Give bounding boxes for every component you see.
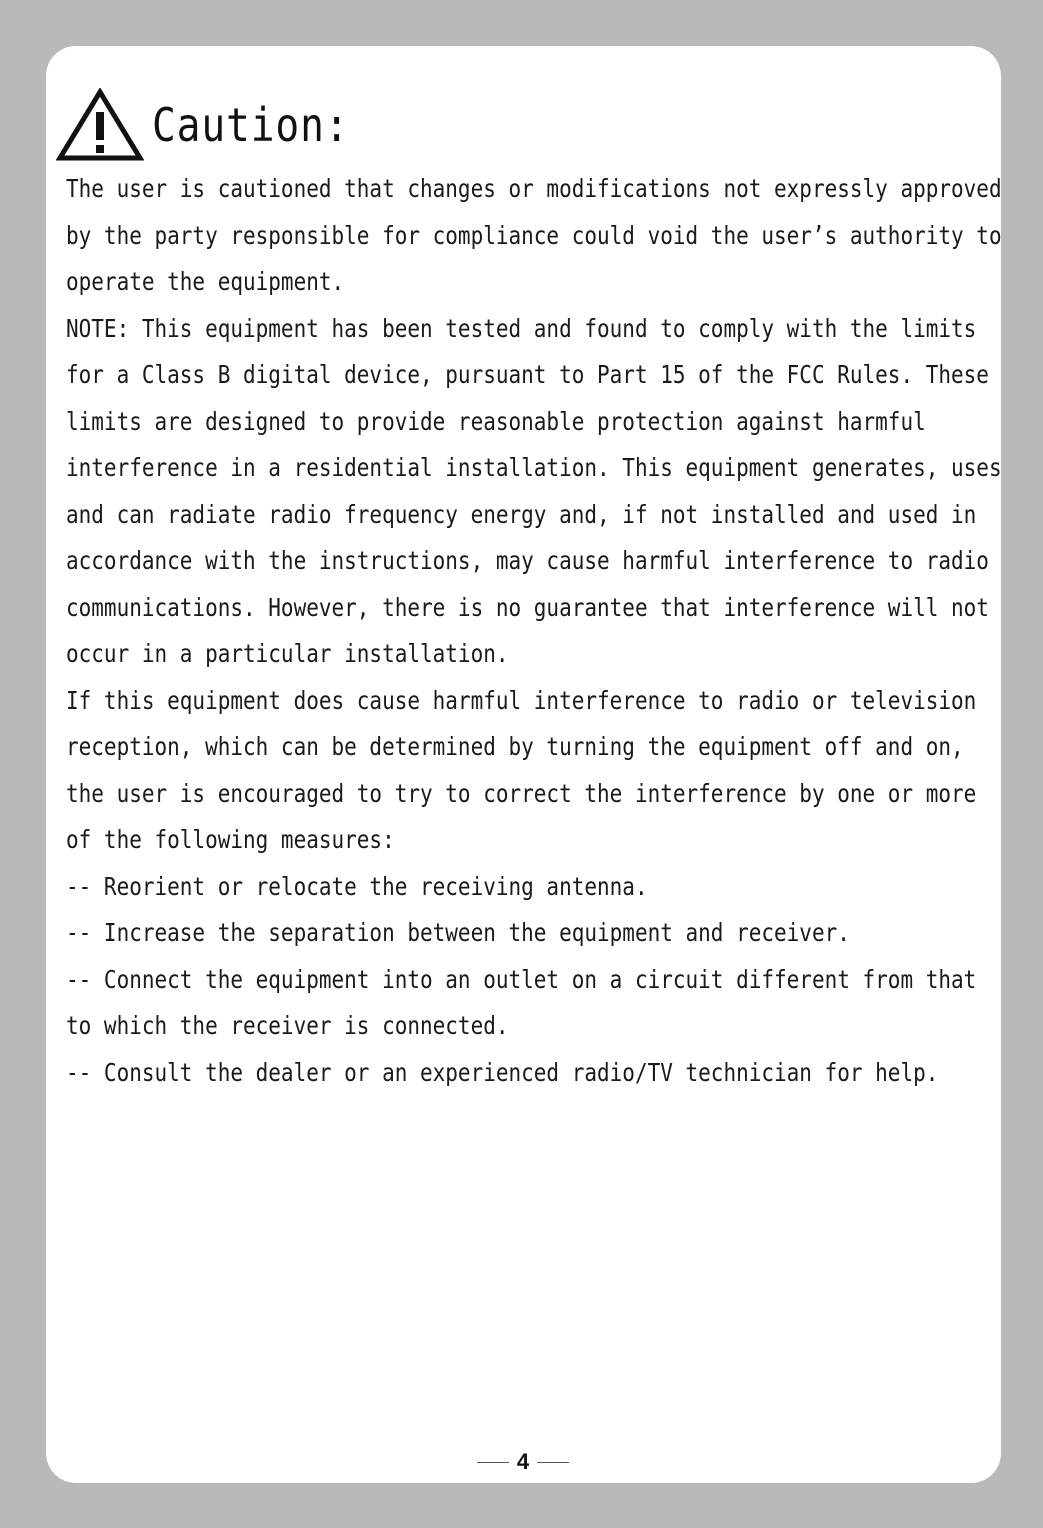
caution-title: Caution: xyxy=(152,98,350,152)
body-line: communications. However, there is no guarantee that interference will not xyxy=(66,592,989,622)
measure-item: -- Reorient or relocate the receiving antenna. xyxy=(66,871,648,901)
page-number xyxy=(470,1446,576,1478)
body-line: for a Class B digital device, pursuant to Part 15 of the FCC Rules. These xyxy=(66,360,989,389)
measure-item: -- Connect the equipment into an outlet on a circuit different from that xyxy=(66,964,977,994)
page-number-rule-left xyxy=(477,1462,509,1463)
body-line: reception, which can be determined by turning the equipment off and on, xyxy=(66,732,964,761)
page-number-rule-right xyxy=(537,1462,569,1463)
body-line: operate the equipment. xyxy=(66,267,345,296)
page-number-value: 4 xyxy=(516,1449,530,1474)
body-line: by the party responsible for compliance could void the user’s authority to xyxy=(66,220,1002,250)
body-line: limits are designed to provide reasonable protection against harmful xyxy=(66,406,926,436)
caution-heading xyxy=(56,88,382,162)
measure-item: to which the receiver is connected. xyxy=(66,1011,509,1040)
body-line: The user is cautioned that changes or modifications not expressly approved xyxy=(66,174,1002,203)
body-line: accordance with the instructions, may cause harmful interference to radio xyxy=(66,546,989,575)
measure-item: -- Consult the dealer or an experienced radio/TV technician for help. xyxy=(66,1057,939,1087)
caution-body xyxy=(66,166,1002,1096)
body-line: the user is encouraged to try to correct the interference by one or more xyxy=(66,778,977,808)
body-line: If this equipment does cause harmful interference to radio or television xyxy=(66,685,977,715)
body-line: and can radiate radio frequency energy and, if not installed and used in xyxy=(66,499,977,529)
warning-triangle-icon xyxy=(56,88,144,162)
body-line: of the following measures: xyxy=(66,825,395,854)
body-line: NOTE: This equipment has been tested and found to comply with the limits xyxy=(66,313,977,343)
measure-item: -- Increase the separation between the equipment and receiver. xyxy=(66,918,850,947)
body-line: occur in a particular installation. xyxy=(66,639,509,668)
body-line: interference in a residential installation. This equipment generates, uses xyxy=(66,453,1002,482)
